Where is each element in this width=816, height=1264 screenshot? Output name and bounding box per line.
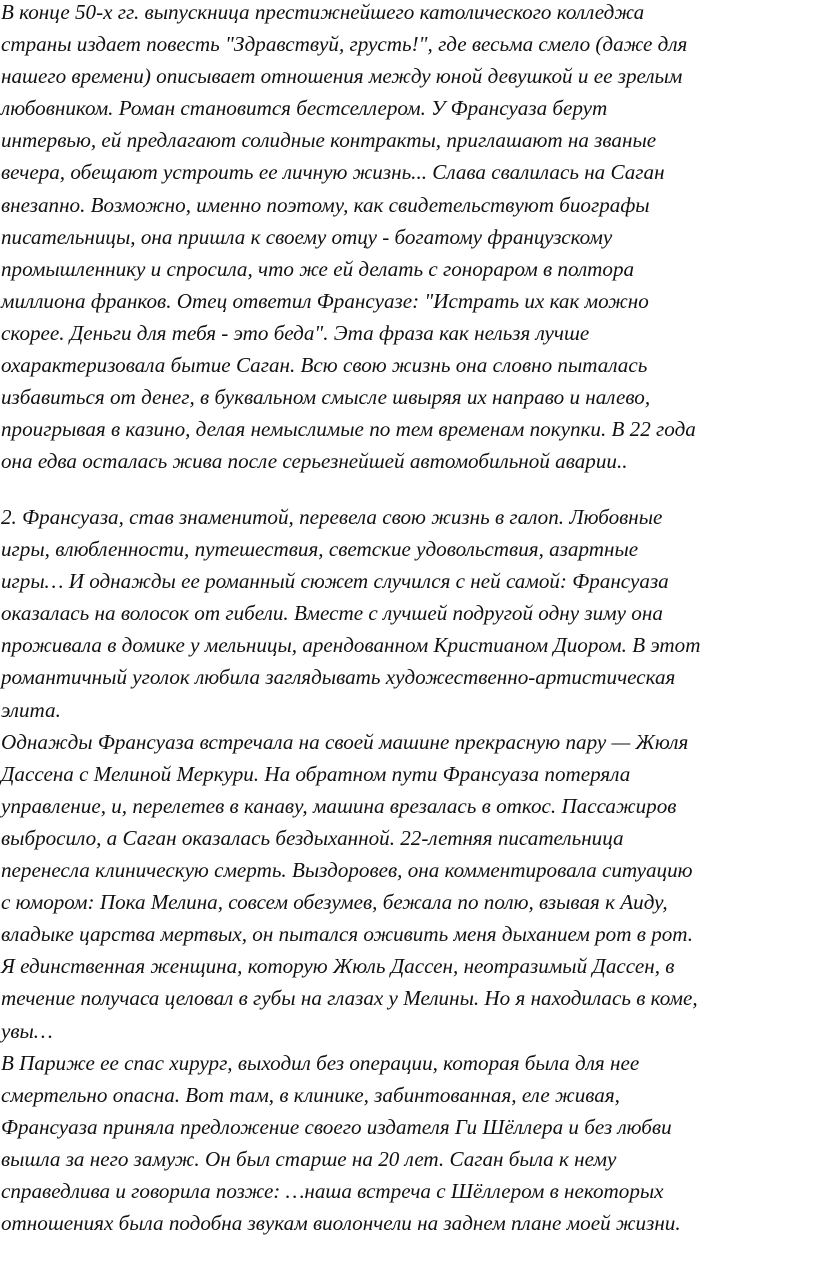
text-line: страны издает повесть "Здравствуй, грусть!", где весьма смело (даже для [1, 32, 688, 57]
text-line: В Париже ее спас хирург, выходил без операции, которая была для нее [1, 1050, 640, 1075]
text-line: Франсуаза приняла предложение своего издателя Ги Шёллера и без любви [1, 1114, 672, 1139]
text-line: выбросило, а Саган оказалась бездыханной. 22-летняя писательница [1, 825, 624, 850]
text-line: игры, влюбленности, путешествия, светские удовольствия, азартные [1, 537, 639, 562]
paragraph-sagan-accident [1, 501, 816, 1239]
text-line: писательницы, она пришла к своему отцу - богатому французскому [1, 224, 613, 249]
text-line: элита. [1, 697, 61, 722]
text-line: скорее. Деньги для тебя - это беда". Эта фраза как нельзя лучше [1, 320, 590, 345]
text-line: она едва осталась жива после серьезнейшей автомобильной аварии.. [1, 449, 628, 474]
text-line: вечера, обещают устроить ее личную жизнь... Слава свалилась на Саган [1, 160, 665, 185]
text-line: справедлива и говорила позже: …наша встреча с Шёллером в некоторых [1, 1178, 664, 1203]
text-line: 2. Франсуаза, став знаменитой, перевела свою жизнь в галоп. Любовные [1, 505, 663, 529]
text-line: вышла за него замуж. Он был старше на 20 лет. Саган была к нему [1, 1146, 617, 1171]
text-line: любовником. Роман становится бестселлером. У Франсуаза берут [1, 96, 608, 121]
text-line: Однажды Франсуаза встречала на своей машине прекрасную пару — Жюля [1, 729, 689, 754]
text-line: охарактеризовала бытие Саган. Всю свою жизнь она словно пыталась [1, 353, 648, 378]
paragraph-sagan-fame [1, 0, 816, 477]
text-line: избавиться от денег, в буквальном смысле швыряя их направо и налево, [1, 385, 651, 410]
text-line: внезапно. Возможно, именно поэтому, как свидетельствуют биографы [1, 192, 650, 217]
text-line: оказалась на волосок от гибели. Вместе с лучшей подругой одну зиму она [1, 601, 663, 626]
text-line: проигрывая в казино, делая немыслимые по тем временам покупки. В 22 года [1, 417, 696, 442]
text-line: управление, и, перелетев в канаву, машина врезалась в откос. Пассажиров [1, 793, 677, 818]
text-line: проживала в домике у мельницы, арендованном Кристианом Диором. В этот [1, 633, 701, 658]
text-line: В конце 50-х гг. выпускница престижнейшего католического колледжа [1, 0, 645, 24]
text-line: миллиона франков. Отец ответил Франсуазе: "Истрать их как можно [1, 288, 649, 313]
text-line: смертельно опасна. Вот там, в клинике, забинтованная, еле живая, [1, 1082, 620, 1107]
text-line: отношениях была подобна звукам виолончели на заднем плане моей жизни. [1, 1211, 681, 1236]
text-line: владыке царства мертвых, он пытался оживить меня дыханием рот в рот. [1, 922, 694, 947]
text-line: течение получаса целовал в губы на глазах у Мелины. Но я находилась в коме, [1, 986, 698, 1011]
text-line: увы… [1, 1018, 53, 1043]
text-line: нашего времени) описывает отношения между юной девушкой и ее зрелым [1, 64, 683, 89]
text-line: интервью, ей предлагают солидные контракты, приглашают на званые [1, 128, 657, 153]
text-line: романтичный уголок любила заглядывать художественно-артистическая [1, 665, 676, 690]
text-line: с юмором: Пока Мелина, совсем обезумев, бежала по полю, взывая к Аиду, [1, 890, 668, 915]
text-line: промышленнику и спросила, что же ей делать с гонораром в полтора [1, 256, 635, 281]
text-line: перенесла клиническую смерть. Выздоровев, она комментировала ситуацию [1, 858, 693, 883]
text-line: Дассена с Мелиной Меркури. На обратном пути Франсуаза потеряла [1, 761, 631, 786]
text-line: Я единственная женщина, которую Жюль Дассен, неотразимый Дассен, в [1, 954, 675, 979]
text-line: игры… И однажды ее романный сюжет случился с ней самой: Франсуаза [1, 569, 669, 594]
